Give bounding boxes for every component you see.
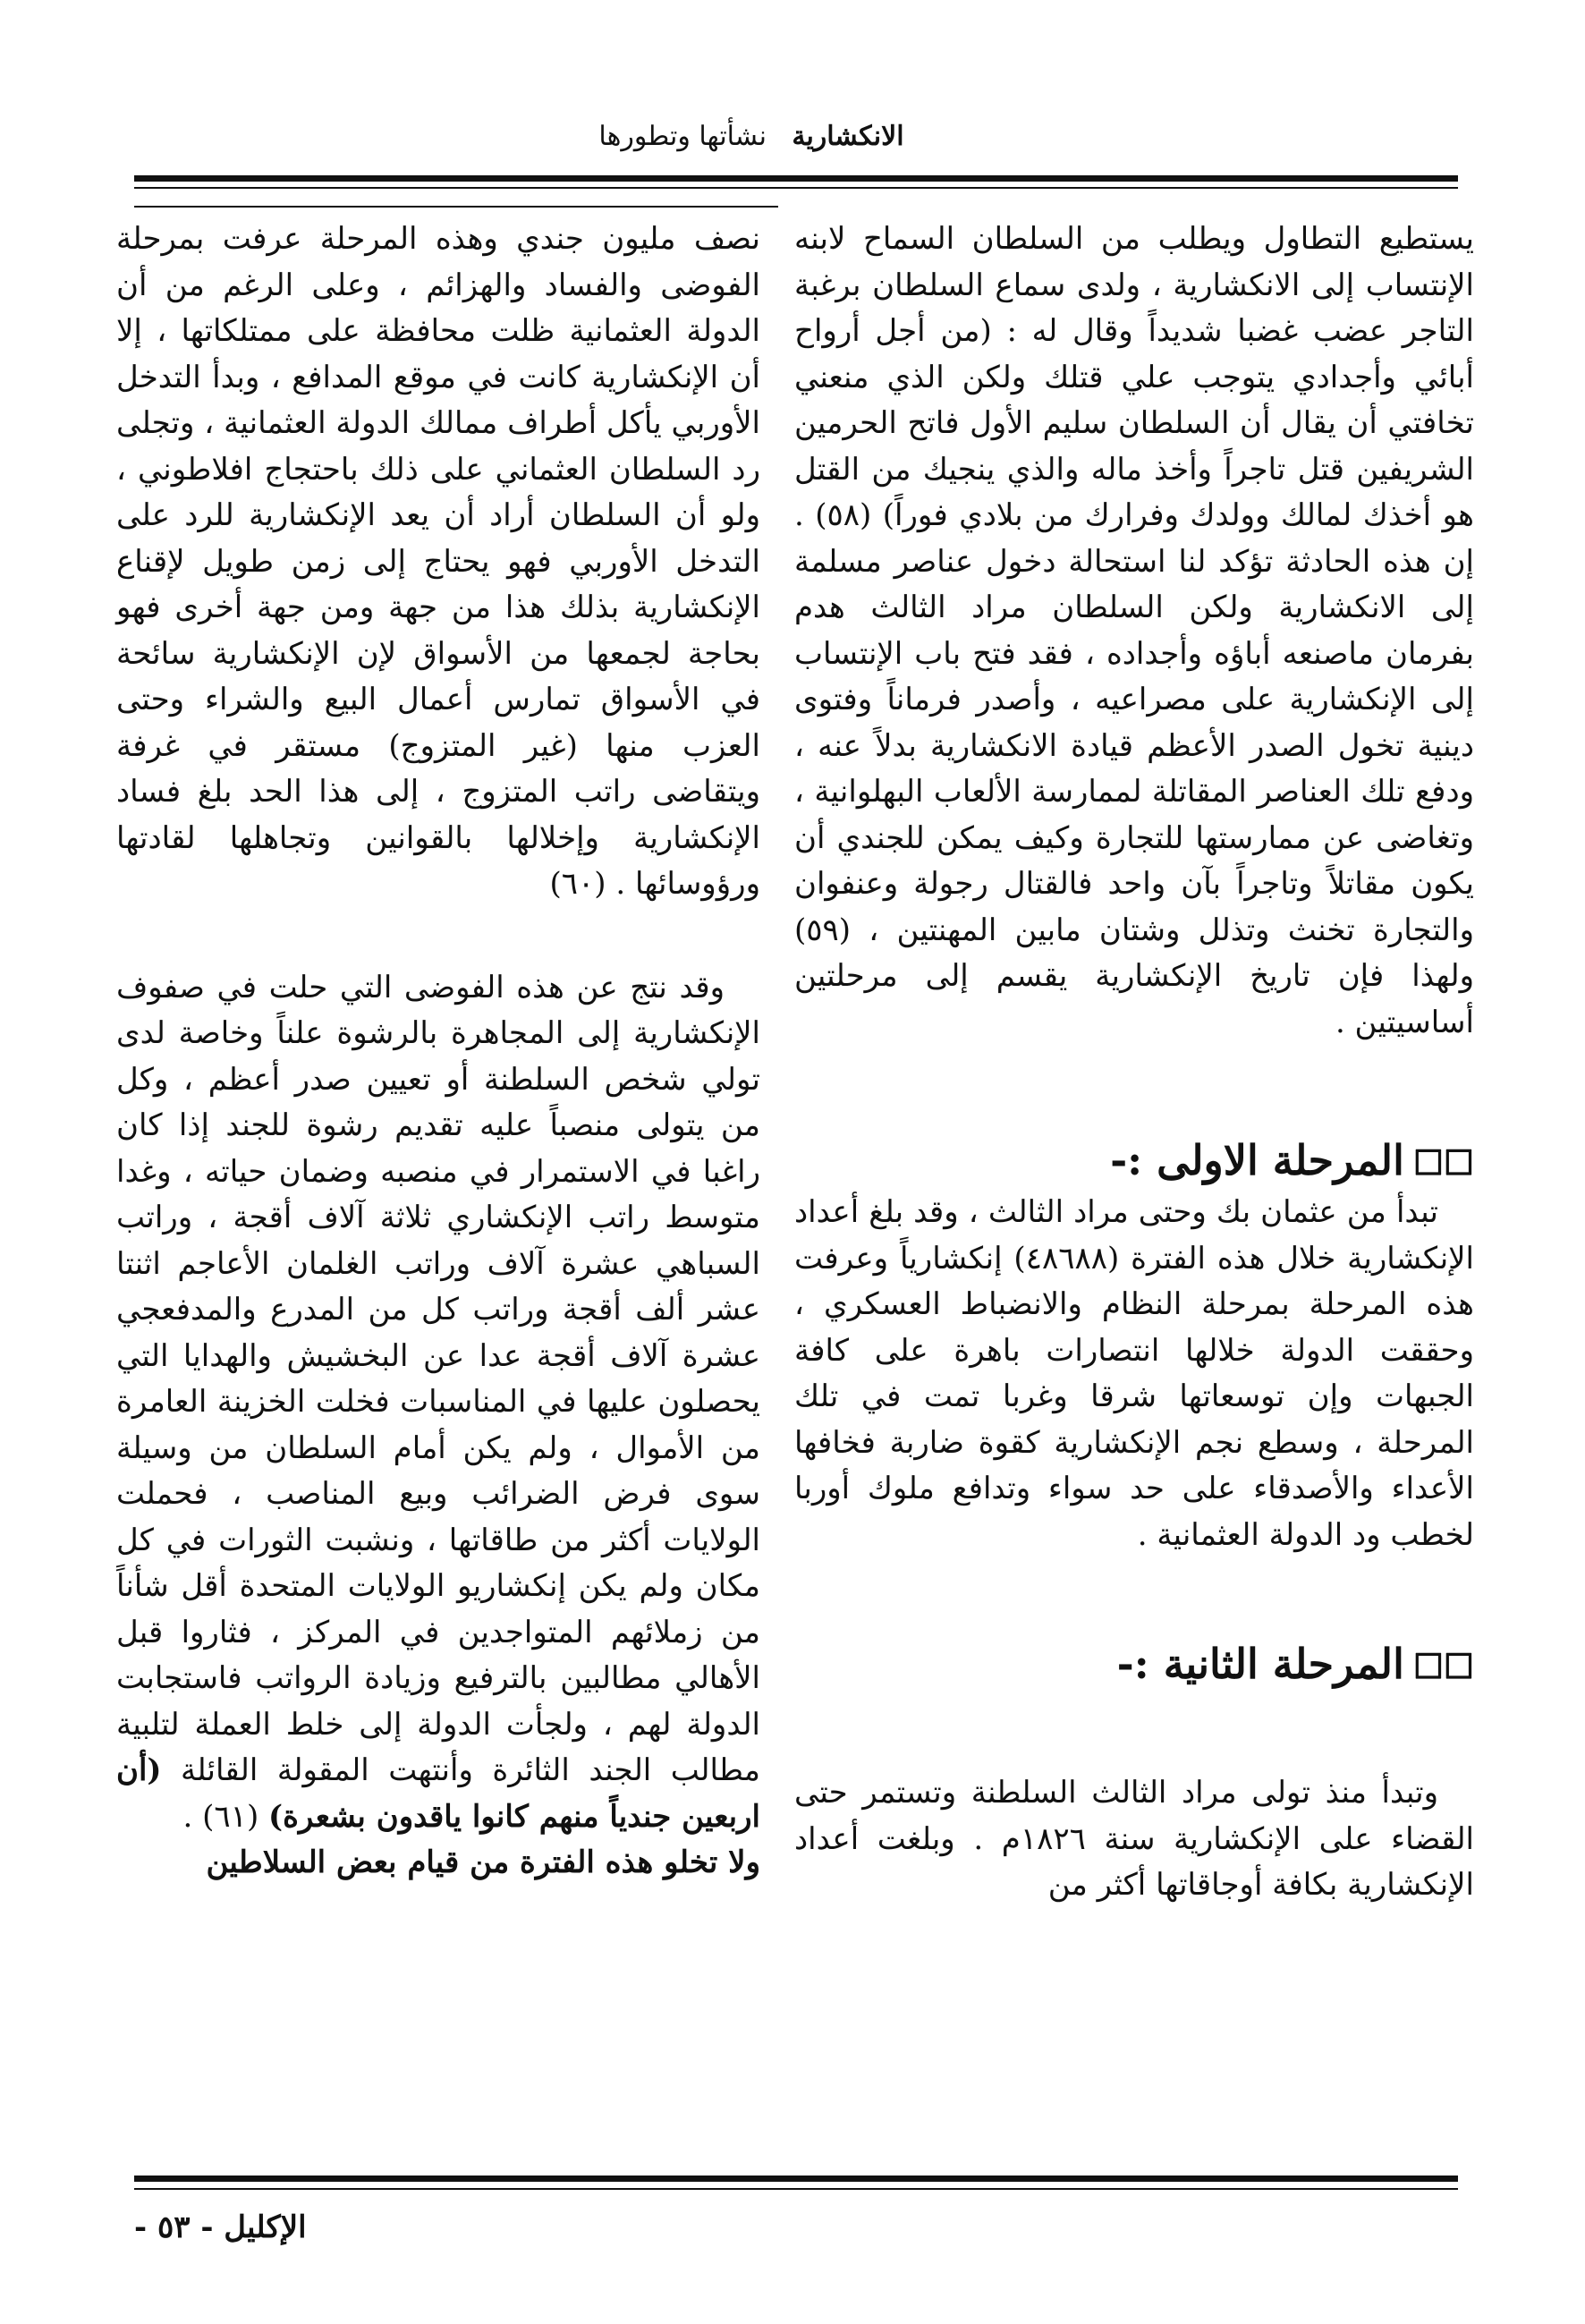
footer-rule-thin: [134, 2188, 1458, 2190]
heading-second-label: المرحلة الثانية :-: [1116, 1640, 1404, 1688]
footer-rule-thick: [134, 2176, 1458, 2182]
right-column: [794, 216, 1474, 1909]
square-bullets-icon: ☐☐: [1412, 1142, 1474, 1183]
proverb-quote: (أن اربعين جندياً منهم كانوا ياقدون بشعرة): [116, 1752, 760, 1835]
left-paragraph-2-text: وقد نتج عن هذه الفوضى التي حلت في صفوف الإنكشارية إلى المجاهرة بالرشوة علناً وخاصة لدى تولي شخص السلطنة أو تعيين صدر أعظم ، وكل من يتولى منصباً عليه تقديم رشوة للجند إذا كان راغبا في الاستمرار في منصبه وضمان حياته ، وغدا متوسط راتب الإنكشاري ثلاثة آلاف أقجة ، وراتب السباهي عشرة آلاف وراتب الغلمان الأعاجم اثنتا عشر ألف أقجة وراتب كل من المدرع والمدفعجي عشرة آلاف أقجة عدا عن البخشيش والهدايا التي يحصلون عليها في المناسبات فخلت الخزينة العامرة من الأموال ، ولم يكن أمام السلطان من وسيلة سوى فرض الضرائب وبيع المناصب ، فحملت الولايات أكثر من طاقاتها ، ونشبت الثورات في كل مكان ولم يكن إنكشاريو الولايات المتحدة أقل شأناً من زملائهم المتواجدين في المركز ، فثاروا قبل الأهالي مطالبين بالترفيع وزيادة الرواتب فاستجابت الدولة لهم ، ولجأت الدولة إلى خلط العملة لتلبية مطالب الجند الثائرة وأنتهت المقولة القائلة: [116, 969, 760, 1788]
page-footer: الإكليل - ٥٣ -: [134, 2209, 307, 2245]
heading-first-label: المرحلة الاولى :-: [1110, 1136, 1404, 1184]
right-paragraph-3: وتبدأ منذ تولى مراد الثالث السلطنة وتستمر حتى القضاء على الإنكشارية سنة ١٨٢٦م . وبلغت أعداد الإنكشارية بكافة أوجاقاتها أكثر من: [794, 1775, 1475, 1903]
header-rule-thin: [134, 187, 1458, 189]
left-paragraph-2: [116, 965, 760, 1841]
running-header: [519, 121, 984, 152]
header-rule-thick: [134, 175, 1458, 182]
header-subtitle: نشأتها وتطورها: [598, 121, 767, 152]
right-paragraph-2: تبدأ من عثمان بك وحتى مراد الثالث ، وقد بلغ أعداد الإنكشارية خلال هذه الفترة (٤٨٦٨٨) إنكشارياً وعرفت هذه المرحلة بمرحلة النظام والانضباط العسكري ، وحققت الدولة خلالها انتصارات باهرة على كافة الجبهات وإن توسعاتها شرقا وغربا تمت في تلك المرحلة ، وسطع نجم الإنكشارية كقوة ضاربة فخافها الأعداء والأصدقاء على حد سواء وتدافع ملوك أوربا لخطب ود الدولة العثمانية .: [794, 1194, 1475, 1553]
left-paragraph-3: ولا تخلو هذه الفترة من قيام بعض السلاطين: [206, 1845, 760, 1880]
left-paragraph-1: نصف مليون جندي وهذه المرحلة عرفت بمرحلة الفوضى والفساد والهزائم ، وعلى الرغم من أن الدولة العثمانية ظلت محافظة على ممتلكاتها ، إلا أن الإنكشارية كانت في موقع المدافع ، وبدأ التدخل الأوربي يأكل أطراف ممالك الدولة العثمانية ، وتجلى رد السلطان العثماني على ذلك باحتجاج افلاطوني ، ولو أن السلطان أراد أن يعد الإنكشارية للرد على التدخل الأوربي فهو يحتاج إلى زمن طويل لإقناع الإنكشارية بذلك هذا من جهة ومن جهة أخرى فهو بحاجة لجمعها من الأسواق لإن الإنكشارية سائحة في الأسواق تمارس أعمال البيع والشراء وحتى العزب منها (غير المتزوج) مستقر في غرفة ويتقاضى راتب المتزوج ، إلى هذا الحد بلغ فساد الإنكشارية وإخلالها بالقوانين وتجاهلها لقادتها ورؤوسائها . (٦٠): [116, 221, 760, 902]
footnote-ref-61: (٦١) .: [182, 1798, 259, 1835]
column-top-rule: [134, 206, 778, 208]
right-paragraph-1: يستطيع التطاول ويطلب من السلطان السماح لابنه الإنتساب إلى الانكشارية ، ولدى سماع السلطان برغبة التاجر عضب غضبا شديداً وقال له : (من أجل أرواح أبائي وأجدادي يتوجب علي قتلك ولكن الذي منعني تخافتي أن يقال أن السلطان سليم الأول فاتح الحرمين الشريفين قتل تاجراً وأخذ ماله والذي ينجيك من القتل هو أخذك لمالك وولدك وفرارك من بلادي فوراً) (٥٨) . إن هذه الحادثة تؤكد لنا استحالة دخول عناصر مسلمة إلى الانكشارية ولكن السلطان مراد الثالث هدم بفرمان ماصنعه أباؤه وأجداده ، فقد فتح باب الإنتساب إلى الإنكشارية على مصراعيه ، وأصدر فرماناً وفتوى دينية تخول الصدر الأعظم قيادة الانكشارية بدلاً عنه ، ودفع تلك العناصر المقاتلة لممارسة الألعاب البهلوانية ، وتغاضى عن ممارستها للتجارة وكيف يمكن للجندي أن يكون مقاتلاً وتاجراً بآن واحد فالقتال رجولة وعنفوان والتجارة تخنث وتذلل وشتان مابين المهنتين ، (٥٩) ولهذا فإن تاريخ الإنكشارية يقسم إلى مرحلتين أساسيتين .: [794, 221, 1474, 1040]
section-heading-second: [794, 1637, 1474, 1693]
header-title: الانكشارية: [792, 121, 904, 152]
square-bullets-icon: ☐☐: [1412, 1646, 1474, 1686]
section-heading-first: [794, 1133, 1474, 1190]
left-column: [116, 216, 760, 1887]
